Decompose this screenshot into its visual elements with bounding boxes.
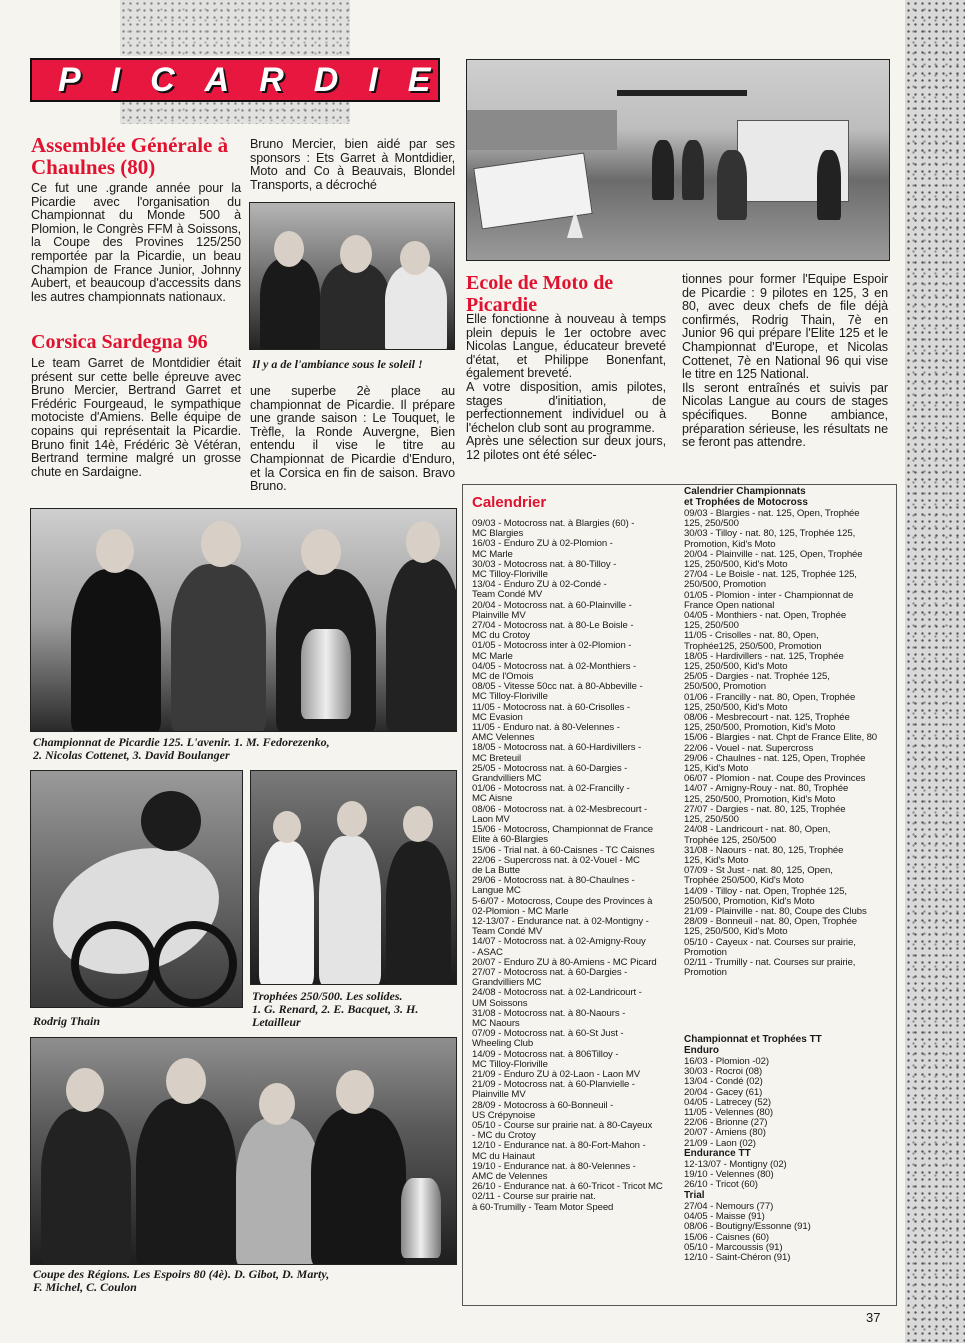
- championnats-heading: Calendrier Championnats et Trophées de Motocross: [684, 486, 808, 508]
- photo-ecole-de-moto: [466, 59, 890, 261]
- article3-body-col2: tionnes pour former l'Equipe Espoir de Picardie : 9 pilotes en 125, 3 en 80, avec deux chefs de file déjà confirmés, Rodrig Thain, 7è en Junior 96 qui prépare l'Elite 125 et le Championnat d'Europe, et Nicolas Cottenet, 7è en National 96 qui vise le titre en 125 National. Ils seront entraînés et suivis par Nicolas Langue au cours de stages spécifiques. Bonne ambiance, préparation sérieuse, les résultats ne se feront pas attendre.: [682, 272, 888, 450]
- championnats-entries: 09/03 - Blargies - nat. 125, Open, Trophée 125, 250/500 30/03 - Tilloy - nat. 80, 125, Trophée 125, Promotion, Kid's Moto 20/04 - Plainville - nat. 125, Open, Trophée 125, 250/500, Kid's Moto 27/04 - Le Boisle - nat. 125, Trophée 125, 250/500, Promotion 01/05 - Plomion - inter - Championnat de France Open national 04/05 - Monthiers - nat. Open, Trophée 125, 250/500 11/05 - Crisolles - nat. 80, Open, Trophée125, 250/500, Promotion 18/05 - Hardivillers - nat. 125, Trophée 125, 250/500, Kid's Moto 25/05 - Dargies - nat. Trophée 125, 250/500, Promotion 01/06 - Francilly - nat. 80, Open, Trophée 125, 250/500, Kid's Moto 08/06 - Mesbrecourt - nat. 125, Trophée 125, 250/500, Promotion, Kid's Moto 15/06 - Blargies - nat. Chpt de France Elite, 80 22/06 - Vouel - nat. Supercross 29/06 - Chaulnes - nat. 125, Open, Trophée 125, Kid's Moto 06/07 - Plomion - nat. Coupe des Provinces 14/07 - Amigny-Rouy - nat. 80, Trophée 125, 250/500, Promotion, Kid's Moto 27/07 - Dargies - nat. 80, 125, Trophée 125, 250/500 24/08 - Landricourt - nat. 80, Open, Trophée 125, 250/500 31/08 - Naours - nat. 80, 125, Trophée 125, Kid's Moto 07/09 - St Just - nat. 80, 125, Open, Trophée 250/500, Kid's Moto 14/09 - Tilloy - nat. Open, Trophée 125, 250/500, Promotion, Kid's Moto 21/09 - Plainville - nat. 80, Coupe des Clubs 28/09 - Bonneuil - nat. 80, Open, Trophée 125, 250/500, Kid's Moto 05/10 - Cayeux - nat. Courses sur prairie, Promotion 02/11 - Trumilly - nat. Courses sur prairie, Promotion: [684, 508, 878, 979]
- caption-championnat: Championnat de Picardie 125. L'avenir. 1. M. Fedorezenko, 2. Nicolas Cottenet, 3. David Boulanger: [33, 735, 330, 762]
- calendar-entries: 09/03 - Motocross nat. à Blargies (60) - MC Blargies 16/03 - Enduro ZU à 02-Plomion - MC Marle 30/03 - Motocross nat. à 80-Tilloy - MC Tilloy-Floriville 13/04 - Enduro ZU à 02-Condé - Team Condé MV 20/04 - Motocross nat. à 60-Plainville - Plainville MV 27/04 - Motocross nat. à 80-Le Boisle - MC du Crotoy 01/05 - Motocross inter à 02-Plomion - MC Marle 04/05 - Motocross nat. à 02-Monthiers - MC de l'Omois 08/05 - Vitesse 50cc nat. à 80-Abbeville - MC Tilloy-Floriville 11/05 - Motocross nat. à 60-Crisolles - MC Evasion 11/05 - Enduro nat. à 80-Velennes - AMC Velennes 18/05 - Motocross nat. à 60-Hardivillers - MC Breteuil 25/05 - Motocross nat. à 60-Dargies - Grandvilliers MC 01/06 - Motocross nat. à 02-Francilly - MC Aisne 08/06 - Motocross nat. à 02-Mesbrecourt - Laon MV 15/06 - Motocross, Championnat de France Elite à 60-Blargies 15/06 - Trial nat. à 60-Caisnes - TC Caisnes 22/06 - Supercross nat. à 02-Vouel - MC de La Butte 29/06 - Motocross nat. à 80-Chaulnes - Langue MC 5-6/07 - Motocross, Coupe des Provinces à 02-Plomion - MC Marle 12-13/07 - Endurance nat. à 02-Montigny - Team Condé MV 14/07 - Motocross nat. à 02-Amigny-Rouy - ASAC 20/07 - Enduro ZU à 80-Amiens - MC Picard 27/07 - Motocross nat. à 60-Dargies - Grandvilliers MC 24/08 - Motocross nat. à 02-Landricourt - UM Soissons 31/08 - Motocross nat. à 80-Naours - MC Naours 07/09 - Motocross nat. à 60-St Just - Wheeling Club 14/09 - Motocross nat. à 806Tilloy - MC Tilloy-Floriville 21/09 - Enduro ZU à 02-Laon - Laon MV 21/09 - Motocross nat. à 60-Planvielle - Plainville MV 28/09 - Motocross à 60-Bonneuil - US Crépynoise 05/10 - Course sur prairie nat. à 80-Cayeux - MC du Crotoy 12/10 - Endurance nat. à 80-Fort-Mahon - MC du Hainaut 19/10 - Endurance nat. à 80-Velennes - AMC de Velennes 26/10 - Endurance nat. à 60-Tricot - Tricot MC 02/11 - Course sur prairie nat. à 60-Trumilly - Team Motor Speed: [472, 518, 663, 1213]
- page-number: 37: [866, 1310, 881, 1325]
- photo-coupe-des-regions: [30, 1037, 457, 1265]
- caption-coupe: Coupe des Régions. Les Espoirs 80 (4è). D. Gibot, D. Marty, F. Michel, C. Coulon: [33, 1267, 330, 1294]
- enduro-heading: Enduro: [684, 1045, 719, 1056]
- article2-body-col1: Le team Garret de Montdidier était présent sur cette belle épreuve avec Bruno Mercier, Bertrand Garret et Frédéric Fourgeaud, le sympathique motociste d'Amiens. Belle équipe de copains qui représentait la Picardie. Bruno finit 14è, Frédéric 3è Vétéran, Bertrand termine malgré un grosse chute en Sardaigne.: [31, 356, 241, 479]
- article3-body-col1: Elle fonctionne à nouveau à temps plein depuis le 1er octobre avec Nicolas Langue, éducateur breveté d'état, et Philippe Bonenfant, également breveté. A votre disposition, amis pilotes, stages d'initiation, de perfectionnement individuel ou à l'échelon club sont au programme. Après une sélection sur deux jours, 12 pilotes ont été sélec-: [466, 312, 666, 462]
- banner-title: PICARDIE: [58, 60, 461, 99]
- calendar-heading: Calendrier: [472, 494, 547, 511]
- article3-heading: Ecole de Moto de Picardie: [466, 272, 614, 316]
- article2-heading: Corsica Sardegna 96: [31, 331, 208, 353]
- photo-trophees-250-500: [250, 770, 457, 985]
- endurance-heading: Endurance TT: [684, 1148, 751, 1159]
- photo-championnat-125: [30, 508, 457, 732]
- trial-entries: 27/04 - Nemours (77) 04/05 - Maisse (91) 08/06 - Boutigny/Essonne (91) 15/06 - Caisnes (60) 05/10 - Marcoussis (91) 12/10 - Saint-Chéron (91): [684, 1201, 811, 1264]
- speckle-border-top: [120, 0, 350, 56]
- caption-ambiance: Il y a de l'ambiance sous le soleil !: [252, 357, 423, 371]
- section-banner: [30, 58, 461, 102]
- caption-rodrig: Rodrig Thain: [33, 1014, 101, 1028]
- speckle-border-banner: [120, 100, 350, 124]
- trial-heading: Trial: [684, 1190, 705, 1201]
- photo-rodrig-thain: [30, 770, 243, 1008]
- article1-body: Ce fut une .grande année pour la Picardie avec l'organisation du Championnat du Monde 500 à Plomion, le Congrès FFM à Soissons, la Coupe des Provines 125/250 remportée par la Picardie, un beau Champion de France Junior, Johnny Aubert, et beaucoup d'accessits dans les autres championnats nationaux.: [31, 181, 241, 304]
- article2-body-col2-bottom: une superbe 2è place au championnat de Picardie. Il prépare une grande saison : Le Touquet, le Trèfle, la Ronde Auvergne, Bien entendu il vise le titre au Championnat de Picardie d'Enduro, et la Corsica en fin de saison. Bravo Bruno.: [250, 384, 455, 494]
- enduro-entries: 16/03 - Plomion -02) 30/03 - Rocroi (08) 13/04 - Condé (02) 20/04 - Gacey (61) 04/05 - Latrecey (52) 11/05 - Velennes (80) 22/06 - Brionne (27) 20/07 - Amiens (80) 21/09 - Laon (02): [684, 1056, 773, 1149]
- photo-ambiance: [249, 202, 455, 350]
- article2-body-col2-top: Bruno Mercier, bien aidé par ses sponsors : Ets Garret à Montdidier, Moto and Co à Beauvais, Blondel Transports, a décroché: [250, 137, 455, 192]
- speckle-border-right: [905, 0, 965, 1343]
- article1-heading: Assemblée Générale à Chaulnes (80): [31, 133, 229, 179]
- caption-trophees: Trophées 250/500. Les solides. 1. G. Renard, 2. E. Bacquet, 3. H. Letailleur: [252, 989, 419, 1029]
- endurance-entries: 12-13/07 - Montigny (02) 19/10 - Velennes (80) 26/10 - Tricot (60): [684, 1159, 787, 1191]
- tt-heading: Championnat et Trophées TT: [684, 1034, 822, 1045]
